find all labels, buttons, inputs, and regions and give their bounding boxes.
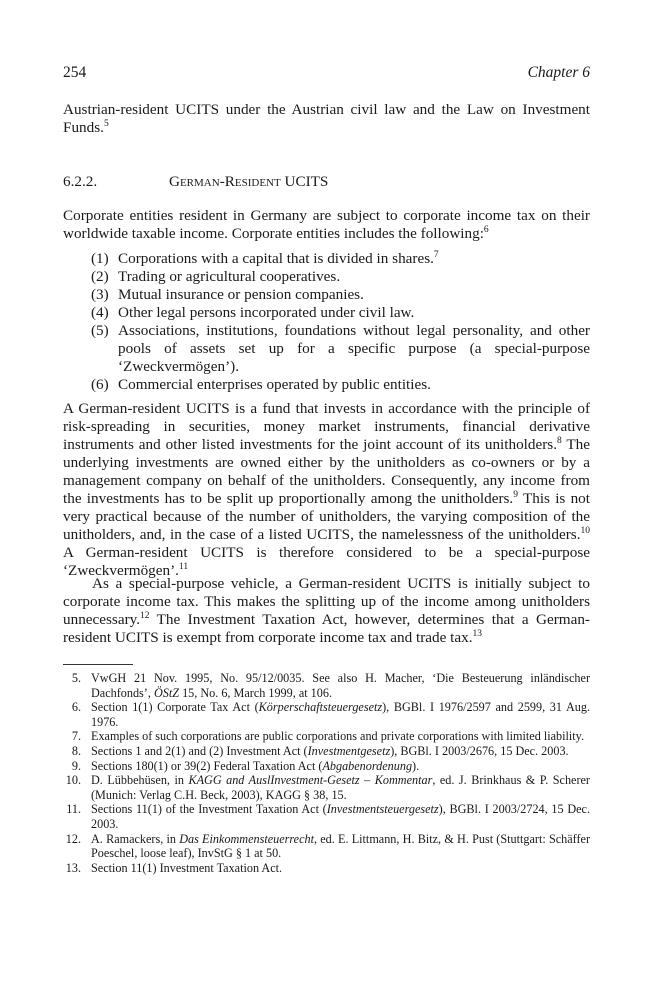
list-number: (1) (91, 250, 109, 267)
footnote-ref: 9 (513, 490, 518, 500)
footnote-number: 10. (65, 773, 81, 788)
footnote-text: Section 1(1) Corporate Tax Act ( (91, 700, 259, 715)
footnote-text: 15, No. 6, March 1999, at 106. (179, 685, 333, 700)
list-item (63, 322, 590, 376)
footnote-text: Examples of such corporations are public corporations and private corporations with limited liability. (91, 729, 585, 744)
footnote-ref: 12 (140, 611, 150, 621)
paragraph-corporate-entities (63, 207, 590, 243)
footnote-text: D. Lübbehüsen, in (91, 773, 189, 788)
footnote-divider (63, 664, 133, 665)
footnote-text: Sections 11(1) of the Investment Taxation Act ( (91, 802, 327, 817)
list-text: Associations, institutions, foundations without legal personality, and other pools of assets set up for a specific purpose (a special-purpose ‘Zweckvermögen’). (118, 322, 590, 375)
list-item (63, 376, 590, 394)
footnote-text: , ed. J. Brinkhaus & P. Scherer (Munich: Verlag C.H. Beck, 2003), KAGG § 38, 15. (91, 773, 590, 802)
footnote-text: Section 11(1) Investment Taxation Act. (91, 860, 283, 875)
footnote (63, 759, 590, 774)
section-number: 6.2.2. (63, 173, 98, 190)
chapter-label: Chapter 6 (527, 64, 590, 81)
footnote-italic: ÖStZ (153, 685, 180, 700)
list-number: (6) (91, 376, 109, 393)
list-text: Commercial enterprises operated by public entities. (118, 376, 431, 393)
footnote-number: 12. (65, 831, 81, 846)
paragraph-text: Corporate entities resident in Germany are subject to corporate income tax on their worldwide taxable income. Corporate entities includes the following: (63, 207, 590, 242)
footnote (63, 802, 590, 831)
footnote (63, 861, 590, 876)
intro-paragraph (63, 101, 590, 137)
list-number: (3) (91, 286, 109, 303)
footnote (63, 832, 590, 861)
footnote-number: 11. (66, 802, 81, 817)
footnote-number: 5. (71, 671, 81, 685)
sentence: A German-resident UCITS is therefore considered to be a special-purpose ‘Zweckvermögen’. (63, 544, 590, 579)
footnote-text: ), BGBl. I 2003/2724, 15 Dec. 2003. (91, 802, 590, 831)
footnote-ref: 6 (483, 225, 489, 235)
footnote-italic: KAGG and AuslInvestment-Gesetz – Kommentar (188, 773, 433, 788)
list-item (63, 250, 590, 268)
footnote-ref: 8 (557, 436, 562, 446)
paragraph-german-ucits (63, 400, 590, 580)
footnote-ref: 13 (472, 629, 483, 639)
footnote-number: 13. (65, 860, 81, 875)
footnote (63, 729, 590, 744)
footnote-text: Sections 1 and 2(1) and (2) Investment Act ( (91, 743, 308, 758)
footnote-text: Sections 180(1) or 39(2) Federal Taxation Act ( (91, 758, 323, 773)
list-number: (2) (91, 268, 109, 285)
footnote-text: ). (412, 758, 420, 773)
footnote-number: 6. (71, 700, 81, 715)
list-item (63, 268, 590, 286)
footnote-italic: Körperschaftsteuergesetz (258, 700, 383, 715)
page-number: 254 (63, 64, 87, 81)
list-item (63, 304, 590, 322)
footnote-italic: Investmentsteuergesetz (326, 802, 439, 817)
footnote-ref: 11 (178, 562, 189, 572)
footnote-italic: Das Einkommensteuerrecht (179, 831, 314, 846)
list-text: Mutual insurance or pension companies. (118, 286, 364, 303)
footnote (63, 700, 590, 729)
footnote-text: , ed. E. Littmann, H. Bitz, & H. Pust (Stuttgart: Schäffer Poeschel, loose leaf), InvStG § 1 at 50. (91, 831, 591, 861)
footnote-italic: Investmentgesetz (307, 743, 391, 758)
list-text: Trading or agricultural cooperatives. (118, 268, 341, 285)
footnote-ref: 10 (580, 526, 590, 536)
list-item (63, 286, 590, 304)
sentence: The underlying investments are owned either by the unitholders as co-owners or by a management company on behalf of the unitholders. Consequently, any income from the investments has to be split up proportionally among the unitholders. (63, 436, 591, 507)
list-text: Corporations with a capital that is divided in shares. (118, 250, 434, 267)
sentence: The Investment Taxation Act, however, determines that a German-resident UCITS is exempt from corporate income tax and trade tax. (63, 611, 590, 646)
corporate-entities-list (63, 250, 590, 394)
footnote-text: ), BGBl. I 2003/2676, 15 Dec. 2003. (390, 743, 569, 758)
footnote-text: ), BGBl. I 1976/2597 and 2599, 31 Aug. 1976. (91, 700, 590, 729)
footnote (63, 744, 590, 759)
section-title: German-Resident UCITS (169, 173, 329, 190)
sentence: A German-resident UCITS is a fund that invests in accordance with the principle of risk-spreading in securities, money market instruments, financial derivative instruments and other listed investments for the joint account of its unitholders. (63, 400, 590, 453)
list-number: (4) (91, 304, 109, 321)
footnote-ref: 7 (433, 250, 439, 260)
paragraph-special-purpose (63, 575, 590, 647)
footnote (63, 773, 590, 802)
list-text: Other legal persons incorporated under civil law. (118, 304, 415, 321)
intro-text: Austrian-resident UCITS under the Austrian civil law and the Law on Investment Funds. (63, 101, 590, 136)
footnote-ref: 5 (103, 119, 109, 129)
footnote-number: 8. (71, 743, 81, 758)
sentence: This is not very practical because of the number of unitholders, the varying composition of the unitholders, and, in the case of a listed UCITS, the namelessness of the unitholders. (63, 490, 590, 543)
footnote-number: 9. (71, 758, 81, 773)
sentence: As a special-purpose vehicle, a German-resident UCITS is initially subject to corporate income tax. This makes the splitting up of the income among unitholders unnecessary. (63, 575, 590, 628)
footnote (63, 671, 590, 700)
footnotes (63, 671, 590, 875)
footnote-italic: Abgabenordenung (322, 758, 413, 773)
list-number: (5) (91, 322, 109, 339)
footnote-number: 7. (71, 729, 81, 744)
footnote-text: A. Ramackers, in (91, 831, 180, 846)
footnote-text: VwGH 21 Nov. 1995, No. 95/12/0035. See also H. Macher, ‘Die Besteuerung inländischer Dachfonds’, (91, 671, 590, 700)
